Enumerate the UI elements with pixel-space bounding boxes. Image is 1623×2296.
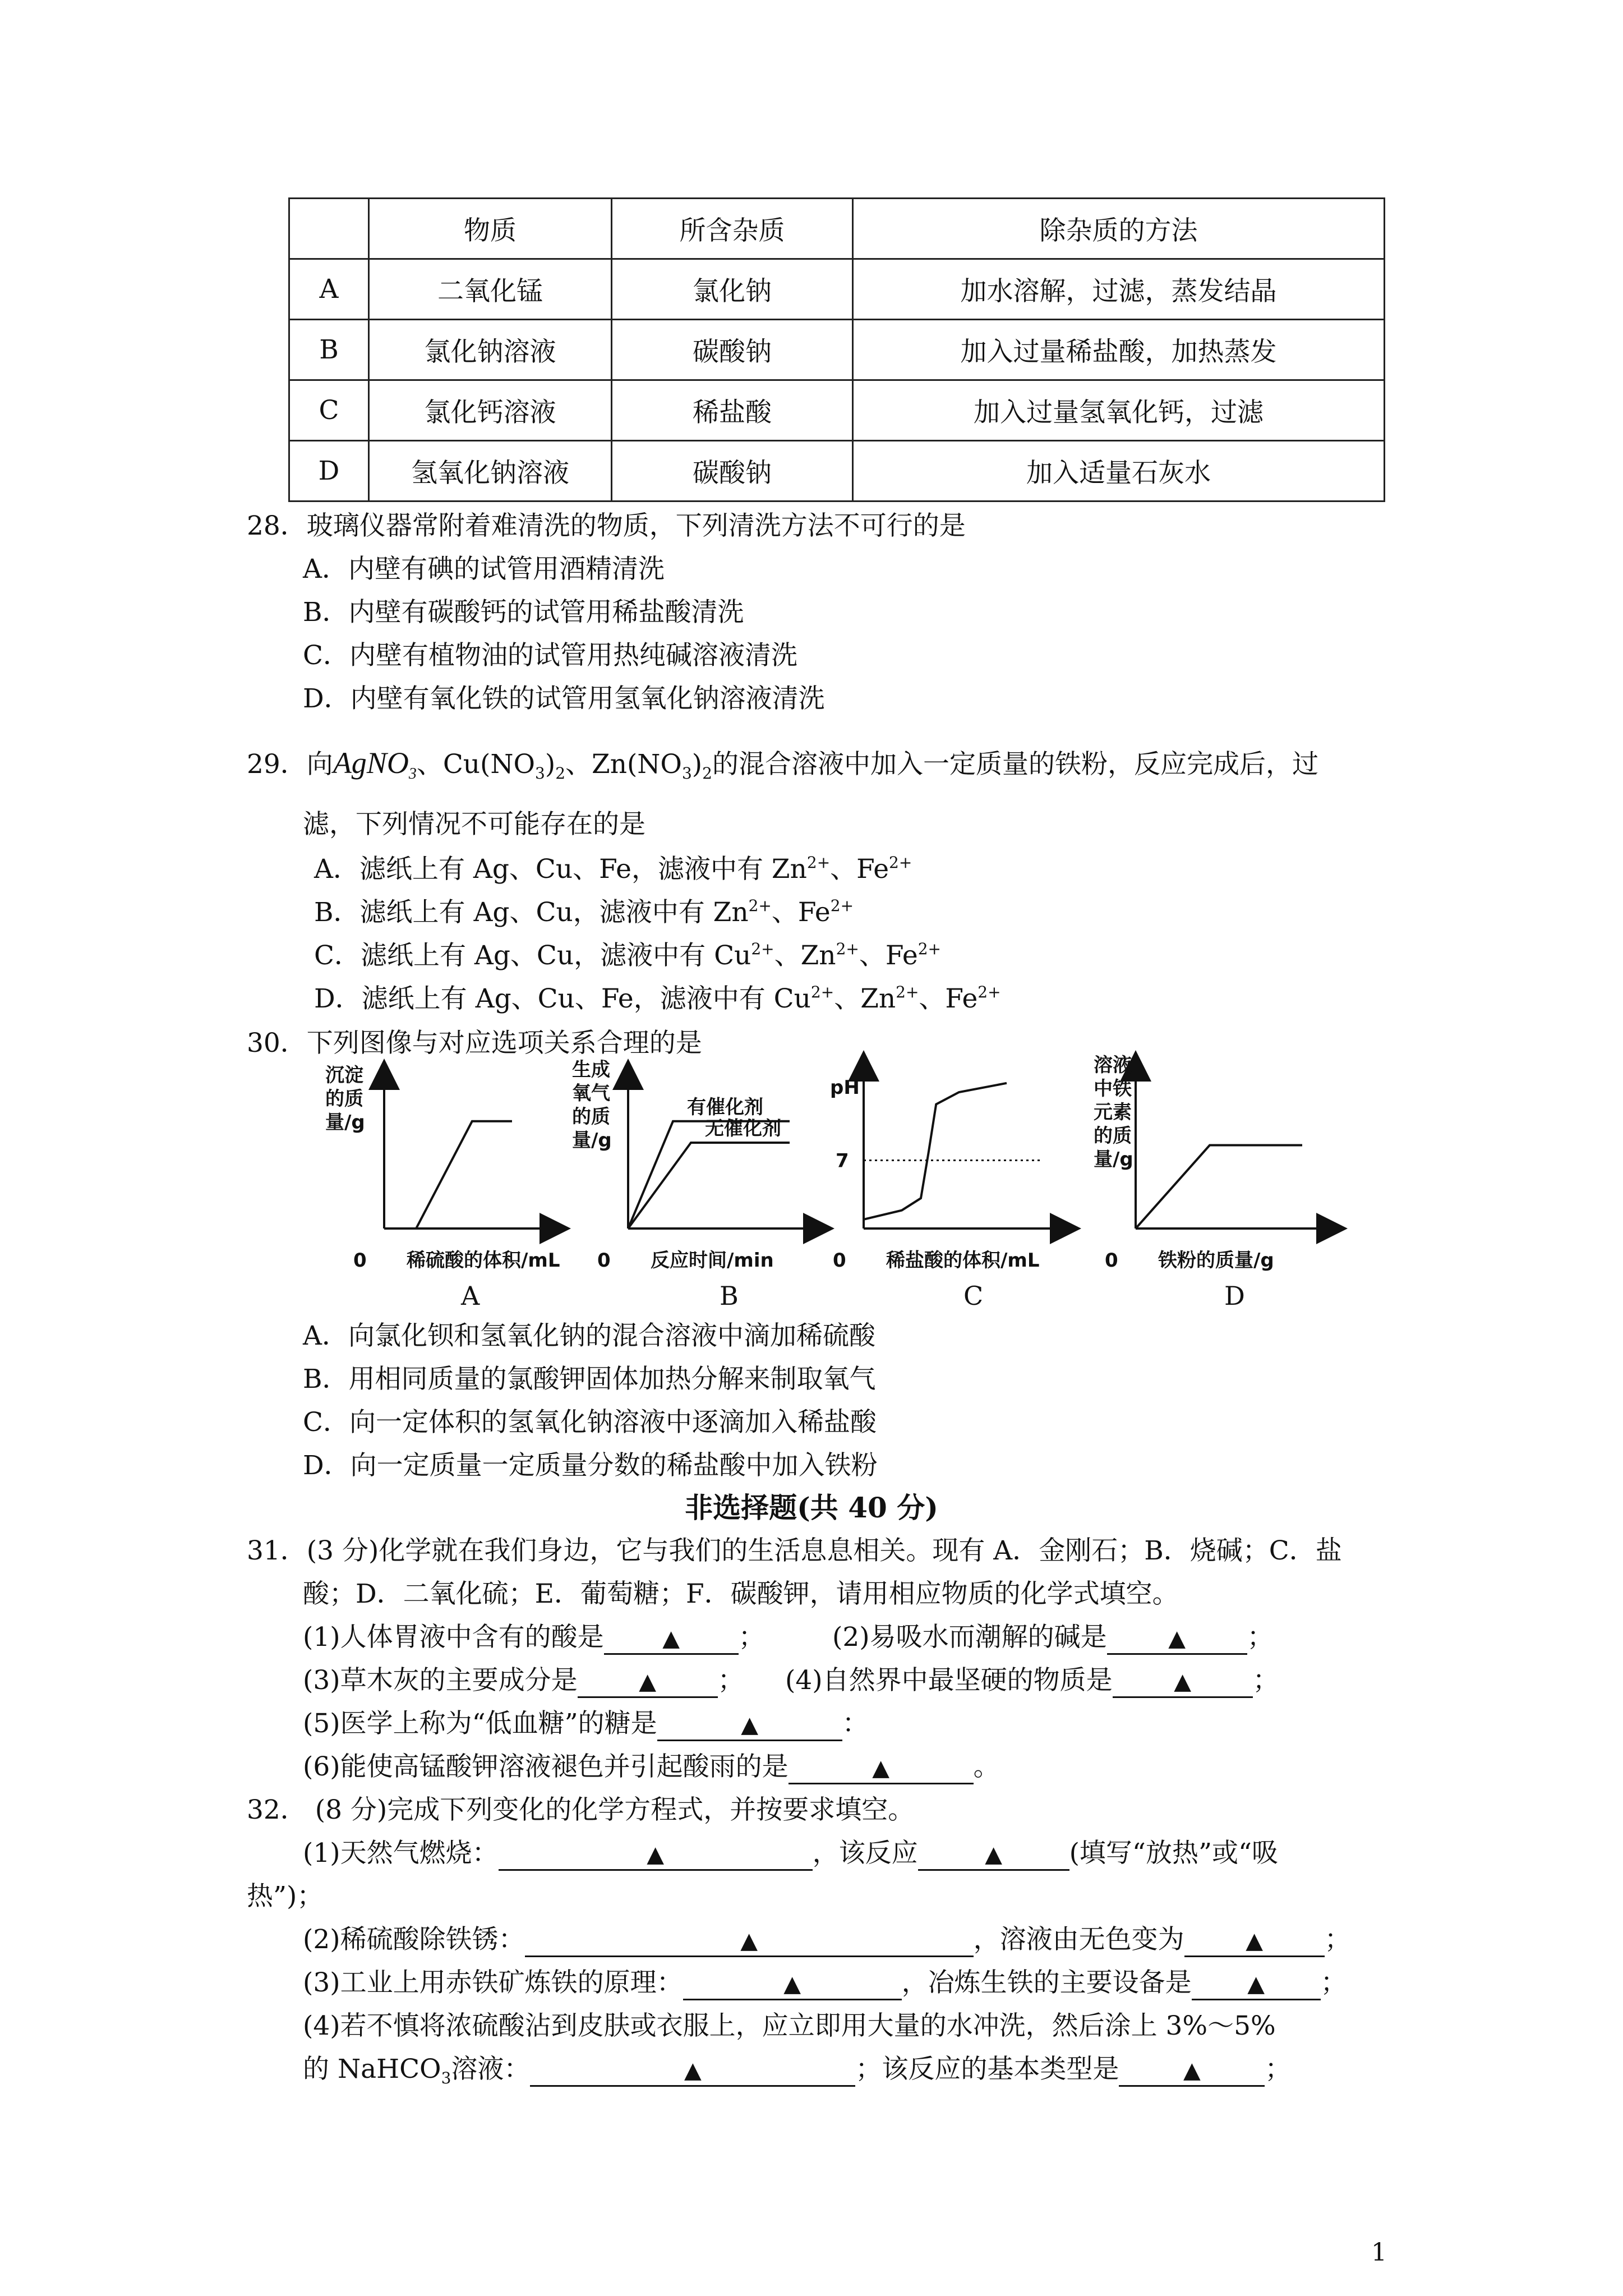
origin-label: 0: [1105, 1249, 1118, 1272]
triangle-mark: ▲: [1183, 2058, 1201, 2083]
formula-subscript: 2: [555, 764, 566, 783]
table-cell: 稀盐酸: [612, 380, 853, 441]
table-cell: A: [289, 259, 369, 320]
y-axis-label: 的质: [572, 1106, 610, 1128]
q29-option-d: [314, 982, 1001, 1016]
table-header-cell: 所含杂质: [612, 199, 853, 259]
q30-stem: 30．下列图像与对应选项关系合理的是: [247, 1028, 702, 1059]
chart-caption-a: A: [461, 1281, 480, 1311]
option-text: 、Zn: [774, 940, 836, 971]
table-header-row: [289, 199, 1385, 259]
q29-stem-tail: 的混合溶液中加入一定质量的铁粉，反应完成后，过: [712, 749, 1318, 780]
q29-stem: [247, 746, 1318, 781]
ion-charge: 2+: [889, 853, 912, 872]
option-text: B．滤纸上有 Ag、Cu，滤液中有 Zn: [314, 897, 749, 928]
formula-text: Zn(NO: [592, 749, 682, 780]
y-axis-label: 的质: [325, 1088, 363, 1110]
triangle-mark: ▲: [985, 1842, 1002, 1867]
table-cell: 二氧化锰: [369, 259, 612, 320]
y-axis-label: 氧气: [572, 1082, 610, 1105]
y-axis-label: 量/g: [1094, 1148, 1133, 1171]
separator: 、: [416, 749, 443, 780]
q30-option-d: D．向一定质量一定质量分数的稀盐酸中加入铁粉: [303, 1450, 878, 1481]
punctuation: ；: [1247, 1622, 1274, 1653]
formula-subscript: 2: [702, 764, 712, 783]
q31-part2: [832, 1621, 1274, 1655]
triangle-mark: ▲: [1168, 1626, 1186, 1651]
origin-label: 0: [597, 1249, 611, 1272]
q29-option-c: [314, 939, 941, 973]
table-header-cell: [289, 199, 369, 259]
answer-blank[interactable]: [1184, 1925, 1325, 1957]
y-axis-label: 元素: [1094, 1101, 1132, 1124]
series-label: 有催化剂: [687, 1096, 763, 1119]
q28-option-c: C．内壁有植物油的试管用热纯碱溶液清洗: [303, 640, 797, 671]
series-line: [1136, 1145, 1302, 1229]
ion-charge: 2+: [748, 896, 772, 915]
q32-line1: 32． (8 分)完成下列变化的化学方程式，并按要求填空。: [247, 1795, 915, 1825]
q31-part3: [303, 1664, 744, 1698]
table-row: [289, 259, 1385, 320]
y-axis-label: 的质: [1094, 1125, 1132, 1147]
y-axis-label: 沉淀: [325, 1064, 363, 1087]
prompt-text: ；该反应的基本类型是: [855, 2054, 1119, 2085]
q32-part1: [303, 1837, 1278, 1871]
chart-caption-c: C: [963, 1281, 984, 1311]
triangle-mark: ▲: [783, 1971, 801, 1997]
formula-subscript: 3: [408, 765, 417, 783]
q28-option-d: D．内壁有氧化铁的试管用氢氧化钠溶液清洗: [303, 683, 825, 714]
triangle-mark: ▲: [872, 1755, 889, 1781]
ion-charge: 2+: [836, 940, 859, 958]
q31-part6: [303, 1750, 1000, 1784]
series-label: 无催化剂: [705, 1117, 781, 1140]
series-line: [384, 1121, 512, 1228]
answer-blank[interactable]: [1119, 2055, 1265, 2087]
formula-znno3: [592, 749, 712, 783]
prompt-text: (3)工业上用赤铁矿炼铁的原理：: [303, 1967, 683, 1998]
table-cell: 加入过量氢氧化钙，过滤: [853, 380, 1385, 441]
table-cell: 氢氧化钠溶液: [369, 441, 612, 501]
triangle-mark: ▲: [740, 1928, 758, 1954]
q31-part4: [785, 1664, 1279, 1698]
x-axis-label: 稀硫酸的体积/mL: [407, 1249, 560, 1272]
formula-subscript: 3: [535, 764, 545, 783]
series-line: [628, 1143, 790, 1228]
prompt-text: (5)医学上称为“低血糖”的糖是: [303, 1708, 657, 1739]
q29-number: 29．向: [247, 749, 333, 780]
answer-blank[interactable]: [789, 1752, 974, 1784]
ion-charge: 2+: [978, 983, 1001, 1001]
punctuation: ；: [1320, 1967, 1347, 1998]
prompt-text: ，该反应: [812, 1838, 918, 1869]
prompt-text: (4)自然界中最坚硬的物质是: [785, 1665, 1113, 1696]
chart-d: [1082, 1054, 1340, 1276]
prompt-text: (3)草木灰的主要成分是: [303, 1665, 578, 1696]
table-cell: 加入过量稀盐酸，加热蒸发: [853, 320, 1385, 380]
chart-c: [819, 1060, 1077, 1276]
y-axis-label: 中铁: [1094, 1078, 1132, 1100]
table-row: [289, 441, 1385, 501]
formula-text: ): [691, 749, 703, 780]
q30-option-b: B．用相同质量的氯酸钾固体加热分解来制取氧气: [303, 1364, 876, 1395]
q32-part4-cont: [303, 2053, 1291, 2087]
y-axis-label: 生成: [572, 1059, 610, 1081]
q31-line1: 31．(3 分)化学就在我们身边，它与我们的生活息息相关。现有 A．金刚石；B．烧碱；C．盐: [247, 1535, 1342, 1566]
table-cell: D: [289, 441, 369, 501]
chart-b-svg: [561, 1060, 819, 1273]
q32-part2: [303, 1923, 1351, 1957]
table-cell: 碳酸钠: [612, 320, 853, 380]
prompt-text: 的 NaHCO: [303, 2054, 441, 2085]
answer-blank[interactable]: [604, 1623, 739, 1655]
y-axis-label: 量/g: [325, 1111, 365, 1134]
chart-b: [561, 1060, 819, 1276]
answer-blank[interactable]: [1113, 1666, 1253, 1698]
ion-charge: 2+: [896, 983, 919, 1001]
ion-charge: 2+: [810, 983, 834, 1001]
table-cell: 碳酸钠: [612, 441, 853, 501]
table-row: [289, 320, 1385, 380]
punctuation: ；: [1324, 1924, 1351, 1955]
option-text: 、Fe: [859, 940, 918, 971]
answer-blank[interactable]: [1107, 1623, 1247, 1655]
answer-blank[interactable]: [683, 1968, 902, 2000]
triangle-mark: ▲: [1247, 1971, 1265, 1997]
q31-part1: [303, 1621, 765, 1655]
page-number: 1: [1371, 2238, 1387, 2267]
formula-agno3: [333, 746, 417, 783]
q32-part1-cont: 热”)；: [247, 1881, 324, 1912]
table-cell: B: [289, 320, 369, 380]
x-axis-label: 稀盐酸的体积/mL: [886, 1249, 1040, 1272]
chart-caption-b: B: [720, 1281, 739, 1311]
option-text: D．滤纸上有 Ag、Cu、Fe，滤液中有 Cu: [314, 983, 811, 1014]
formula-text: Cu(NO: [442, 749, 536, 780]
option-text: 、Fe: [771, 897, 831, 928]
prompt-text: ，溶液由无色变为: [973, 1924, 1184, 1955]
q29-stem-line2: 滤，下列情况不可能存在的是: [303, 809, 645, 840]
chart-d-svg: [1082, 1054, 1340, 1273]
formula-cuno3: [442, 749, 566, 783]
punctuation: ：: [842, 1708, 869, 1739]
formula-text: ): [545, 749, 556, 780]
q28-option-b: B．内壁有碳酸钙的试管用稀盐酸清洗: [303, 597, 744, 628]
option-text: C．滤纸上有 Ag、Cu，滤液中有 Cu: [314, 940, 751, 971]
series-line: [864, 1083, 1007, 1220]
triangle-mark: ▲: [741, 1712, 759, 1738]
formula-text: AgNO: [333, 746, 409, 780]
option-text: 、Fe: [919, 983, 978, 1014]
q30-option-c: C．向一定体积的氢氧化钠溶液中逐滴加入稀盐酸: [303, 1407, 877, 1438]
chart-a-svg: [314, 1060, 560, 1273]
prompt-text: 溶液：: [451, 2054, 531, 2085]
prompt-text: (2)稀硫酸除铁锈：: [303, 1924, 525, 1955]
section-title: 非选择题(共 40 分): [685, 1491, 938, 1524]
table-cell: 氯化钙溶液: [369, 380, 612, 441]
q28-option-a: A．内壁有碘的试管用酒精清洗: [303, 554, 665, 585]
prompt-text: (填写“放热”或“吸: [1069, 1838, 1278, 1869]
chart-caption-d: D: [1224, 1281, 1245, 1311]
answer-blank[interactable]: [499, 1839, 813, 1871]
y-axis-label: 量/g: [572, 1129, 612, 1152]
q29-option-a: [314, 853, 912, 886]
table-cell: C: [289, 380, 369, 441]
option-text: 、Fe: [830, 854, 889, 885]
answer-blank[interactable]: [657, 1709, 842, 1741]
x-axis-label: 铁粉的质量/g: [1158, 1249, 1274, 1272]
table-header-cell: 物质: [369, 199, 612, 259]
origin-label: 0: [833, 1249, 846, 1272]
formula-subscript: 3: [441, 2069, 451, 2087]
punctuation: ；: [1252, 1665, 1279, 1696]
chart-c-svg: [819, 1060, 1077, 1273]
formula-subscript: 3: [681, 764, 692, 783]
q29-option-b: [314, 896, 854, 930]
punctuation: ；: [717, 1665, 744, 1696]
table-cell: 加入适量石灰水: [853, 441, 1385, 501]
prompt-text: (2)易吸水而潮解的碱是: [832, 1622, 1107, 1653]
punctuation: ；: [1265, 2054, 1292, 2085]
option-text: A．滤纸上有 Ag、Cu、Fe，滤液中有 Zn: [314, 854, 807, 885]
punctuation: ；: [738, 1622, 765, 1653]
triangle-mark: ▲: [662, 1626, 680, 1651]
q31-part5: [303, 1707, 869, 1741]
prompt-text: (6)能使高锰酸钾溶液褪色并引起酸雨的是: [303, 1751, 789, 1782]
q30-option-a: A．向氯化钡和氢氧化钠的混合溶液中滴加稀硫酸: [303, 1320, 875, 1351]
y-axis-label: pH: [830, 1076, 860, 1099]
answer-blank[interactable]: [1192, 1968, 1321, 2000]
triangle-mark: ▲: [647, 1842, 664, 1867]
y-axis-label: 溶液: [1094, 1054, 1132, 1076]
answer-blank[interactable]: [578, 1666, 718, 1698]
reference-label: 7: [836, 1149, 849, 1172]
prompt-text: ，冶炼生铁的主要设备是: [901, 1967, 1192, 1998]
triangle-mark: ▲: [1174, 1669, 1191, 1695]
ion-charge: 2+: [806, 853, 831, 872]
triangle-mark: ▲: [684, 2058, 702, 2083]
prompt-text: (1)人体胃液中含有的酸是: [303, 1622, 604, 1653]
q28-stem: 28．玻璃仪器常附着难清洗的物质，下列清洗方法不可行的是: [247, 510, 966, 541]
option-text: 、Zn: [834, 983, 896, 1014]
table-header-cell: 除杂质的方法: [853, 199, 1385, 259]
q32-part3: [303, 1966, 1347, 2000]
prompt-text: (1)天然气燃烧：: [303, 1838, 499, 1869]
origin-label: 0: [353, 1249, 367, 1272]
q31-line2: 酸；D．二氧化硫；E．葡萄糖；F．碳酸钾，请用相应物质的化学式填空。: [303, 1579, 1179, 1609]
separator: 、: [565, 749, 592, 780]
table-cell: 氯化钠: [612, 259, 853, 320]
answer-blank[interactable]: [918, 1839, 1069, 1871]
table-row: [289, 380, 1385, 441]
punctuation: 。: [973, 1751, 1000, 1782]
ion-charge: 2+: [751, 940, 774, 958]
q32-part4: (4)若不慎将浓硫酸沾到皮肤或衣服上，应立即用大量的水冲洗，然后涂上 3%～5%: [303, 2010, 1276, 2041]
table-cell: 氯化钠溶液: [369, 320, 612, 380]
chart-a: [314, 1060, 560, 1276]
triangle-mark: ▲: [639, 1669, 656, 1695]
table-cell: 加水溶解，过滤，蒸发结晶: [853, 259, 1385, 320]
triangle-mark: ▲: [1246, 1928, 1263, 1954]
answer-blank[interactable]: [525, 1925, 974, 1957]
ion-charge: 2+: [830, 896, 854, 915]
x-axis-label: 反应时间/min: [651, 1249, 774, 1272]
ion-charge: 2+: [917, 940, 941, 958]
impurity-table: [288, 197, 1385, 502]
answer-blank[interactable]: [530, 2055, 855, 2087]
